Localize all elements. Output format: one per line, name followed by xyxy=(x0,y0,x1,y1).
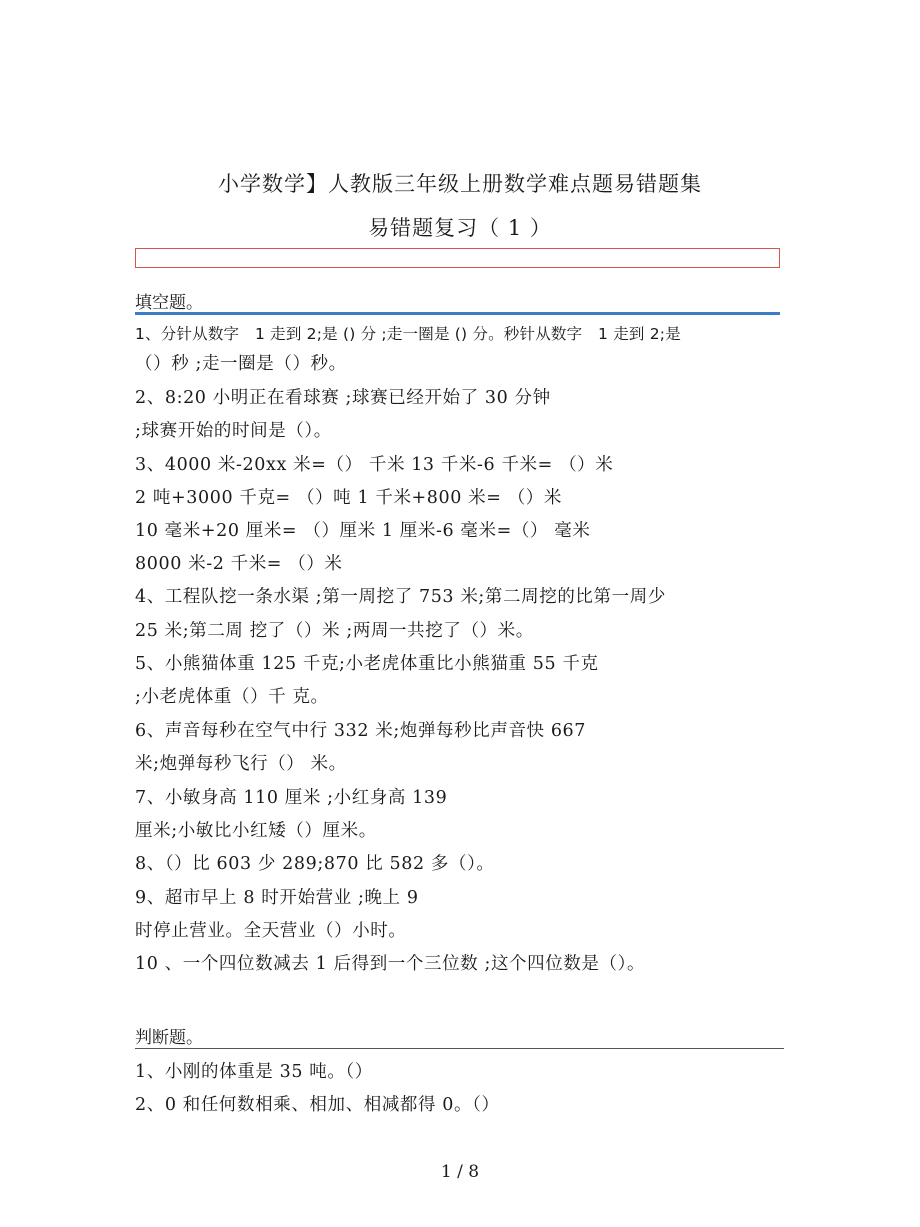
fill-question-line: 2、8:20 小明正在看球赛 ;球赛已经开始了 30 分钟 xyxy=(135,388,551,408)
document-subtitle: 易错题复习（ 1 ） xyxy=(368,216,552,240)
judge-section-heading: 判断题。 xyxy=(135,1028,203,1048)
fill-question-line: 米;炮弹每秒飞行（） 米。 xyxy=(135,754,347,774)
fill-question-line: 9、超市早上 8 时开始营业 ;晚上 9 xyxy=(135,888,419,908)
fill-section-heading: 填空题。 xyxy=(135,293,203,313)
fill-question-line: 6、声音每秒在空气中行 332 米;炮弹每秒比声音快 667 xyxy=(135,721,587,741)
fill-question-line: 7、小敏身高 110 厘米 ;小红身高 139 xyxy=(135,788,448,808)
judge-section-divider xyxy=(135,1048,784,1049)
judge-question-line: 1、小刚的体重是 35 吨。（） xyxy=(135,1062,373,1082)
fill-question-line: 2 吨+3000 千克= （）吨 1 千米+800 米= （）米 xyxy=(135,488,562,508)
fill-question-line: 4、工程队挖一条水渠 ;第一周挖了 753 米;第二周挖的比第一周少 xyxy=(135,587,666,607)
fill-question-line: ;小老虎体重（）千 克。 xyxy=(135,687,329,707)
judge-question-line: 2、0 和任何数相乘、相加、相减都得 0。（） xyxy=(135,1095,500,1115)
fill-question-line: 8、（）比 603 少 289;870 比 582 多（）。 xyxy=(135,854,495,874)
fill-question-line: ;球赛开始的时间是（）。 xyxy=(135,421,332,441)
fill-question-line: 厘米;小敏比小红矮（）厘米。 xyxy=(135,821,377,841)
fill-question-line: 1、分针从数字 1 走到 2;是 () 分 ;走一圈是 () 分。秒针从数字 1 走到 2;是 xyxy=(135,325,681,343)
title-frame xyxy=(135,248,780,268)
page-number: 1 / 8 xyxy=(440,1162,480,1182)
fill-question-line: 3、4000 米-20xx 米=（） 千米 13 千米-6 千米= （）米 xyxy=(135,455,614,475)
fill-question-line: （）秒 ;走一圈是（）秒。 xyxy=(135,354,347,374)
fill-question-line: 10 、一个四位数减去 1 后得到一个三位数 ;这个四位数是（）。 xyxy=(135,954,646,974)
fill-question-line: 时停止营业。全天营业（）小时。 xyxy=(135,921,407,941)
fill-question-line: 8000 米-2 千米= （）米 xyxy=(135,554,343,574)
document-title: 小学数学】人教版三年级上册数学难点题易错题集 xyxy=(218,172,702,196)
fill-question-line: 25 米;第二周 挖了（）米 ;两周一共挖了（）米。 xyxy=(135,621,534,641)
fill-question-line: 5、小熊猫体重 125 千克;小老虎体重比小熊猫重 55 千克 xyxy=(135,654,599,674)
fill-section-divider xyxy=(135,312,780,315)
fill-question-line: 10 毫米+20 厘米= （）厘米 1 厘米-6 毫米=（） 毫米 xyxy=(135,521,591,541)
